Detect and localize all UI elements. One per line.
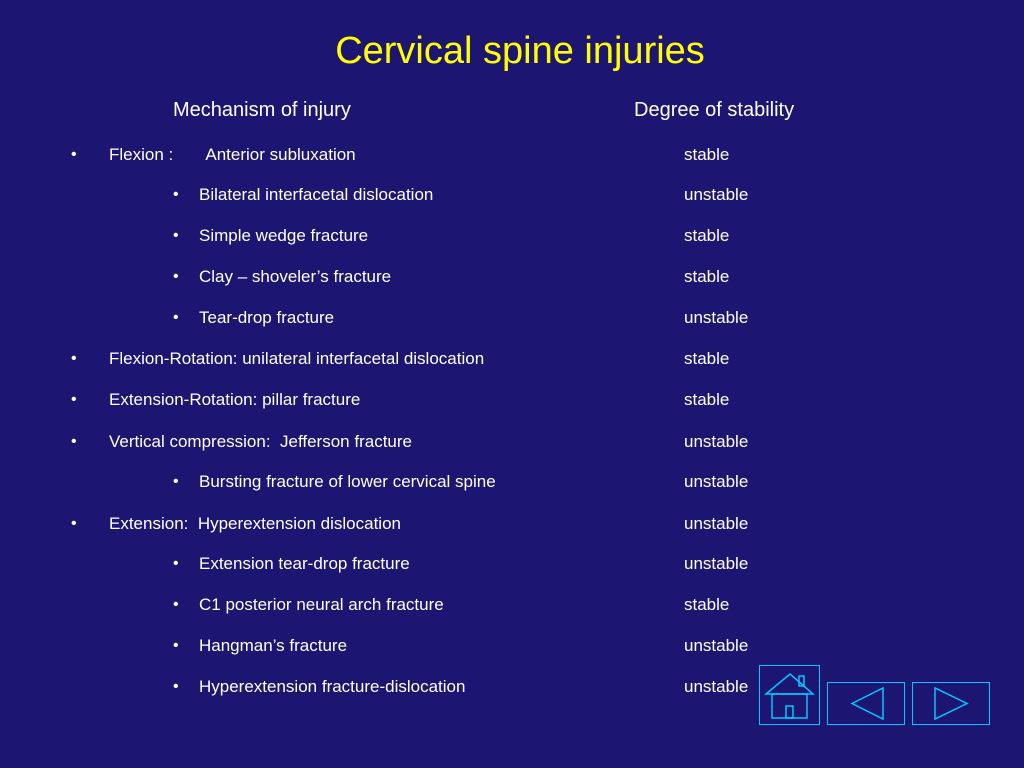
mechanism-label: Flexion : Anterior subluxation xyxy=(109,145,356,164)
list-item xyxy=(0,513,1024,535)
bullet-icon: • xyxy=(71,350,77,367)
mechanism-label: Extension: Hyperextension dislocation xyxy=(109,514,401,533)
bullet-icon: • xyxy=(71,146,77,163)
stability-value: unstable xyxy=(684,514,749,533)
list-item xyxy=(0,348,1024,370)
header-stability: Degree of stability xyxy=(634,99,795,121)
stability-value: unstable xyxy=(684,185,749,204)
bullet-icon: • xyxy=(173,227,179,244)
bullet-icon: • xyxy=(173,268,179,285)
slide-title: Cervical spine injuries xyxy=(335,30,705,72)
bullet-icon: • xyxy=(173,309,179,326)
stability-value: unstable xyxy=(684,472,749,491)
previous-slide-button[interactable] xyxy=(827,682,905,725)
mechanism-label: Hyperextension fracture-dislocation xyxy=(199,677,466,696)
bullet-icon: • xyxy=(173,186,179,203)
list-item xyxy=(0,431,1024,453)
mechanism-label: Flexion-Rotation: unilateral interfacetal dislocation xyxy=(109,349,485,368)
list-item xyxy=(0,307,1024,329)
stability-value: unstable xyxy=(684,554,749,573)
list-item xyxy=(0,471,1024,493)
bullet-icon: • xyxy=(71,391,77,408)
stability-value: unstable xyxy=(684,677,749,696)
mechanism-label: Extension tear-drop fracture xyxy=(199,554,410,573)
stability-value: stable xyxy=(684,349,730,368)
home-icon xyxy=(760,666,819,724)
list-item xyxy=(0,553,1024,575)
triangle-left-icon xyxy=(828,683,904,724)
mechanism-label: Clay – shoveler’s fracture xyxy=(199,267,392,286)
mechanism-label: C1 posterior neural arch fracture xyxy=(199,595,444,614)
stability-value: unstable xyxy=(684,308,749,327)
bullet-icon: • xyxy=(71,515,77,532)
list-item xyxy=(0,594,1024,616)
bullet-icon: • xyxy=(71,433,77,450)
bullet-icon: • xyxy=(173,596,179,613)
mechanism-label: Simple wedge fracture xyxy=(199,226,369,245)
mechanism-label: Hangman’s fracture xyxy=(199,636,348,655)
stability-value: stable xyxy=(684,595,730,614)
list-item xyxy=(0,225,1024,247)
home-button[interactable] xyxy=(759,665,820,725)
bullet-icon: • xyxy=(173,555,179,572)
list-item xyxy=(0,635,1024,657)
mechanism-label: Vertical compression: Jefferson fracture xyxy=(109,432,412,451)
stability-value: stable xyxy=(684,145,730,164)
list-item xyxy=(0,184,1024,206)
bullet-icon: • xyxy=(173,637,179,654)
header-mechanism: Mechanism of injury xyxy=(173,99,351,121)
mechanism-label: Extension-Rotation: pillar fracture xyxy=(109,390,361,409)
stability-value: stable xyxy=(684,390,730,409)
triangle-right-icon xyxy=(913,683,989,724)
stability-value: unstable xyxy=(684,432,749,451)
bullet-icon: • xyxy=(173,678,179,695)
mechanism-label: Bilateral interfacetal dislocation xyxy=(199,185,434,204)
stability-value: stable xyxy=(684,267,730,286)
mechanism-label: Bursting fracture of lower cervical spine xyxy=(199,472,496,491)
list-item xyxy=(0,266,1024,288)
bullet-icon: • xyxy=(173,473,179,490)
list-item xyxy=(0,144,1024,166)
mechanism-label: Tear-drop fracture xyxy=(199,308,335,327)
stability-value: unstable xyxy=(684,636,749,655)
next-slide-button[interactable] xyxy=(912,682,990,725)
stability-value: stable xyxy=(684,226,730,245)
list-item xyxy=(0,389,1024,411)
